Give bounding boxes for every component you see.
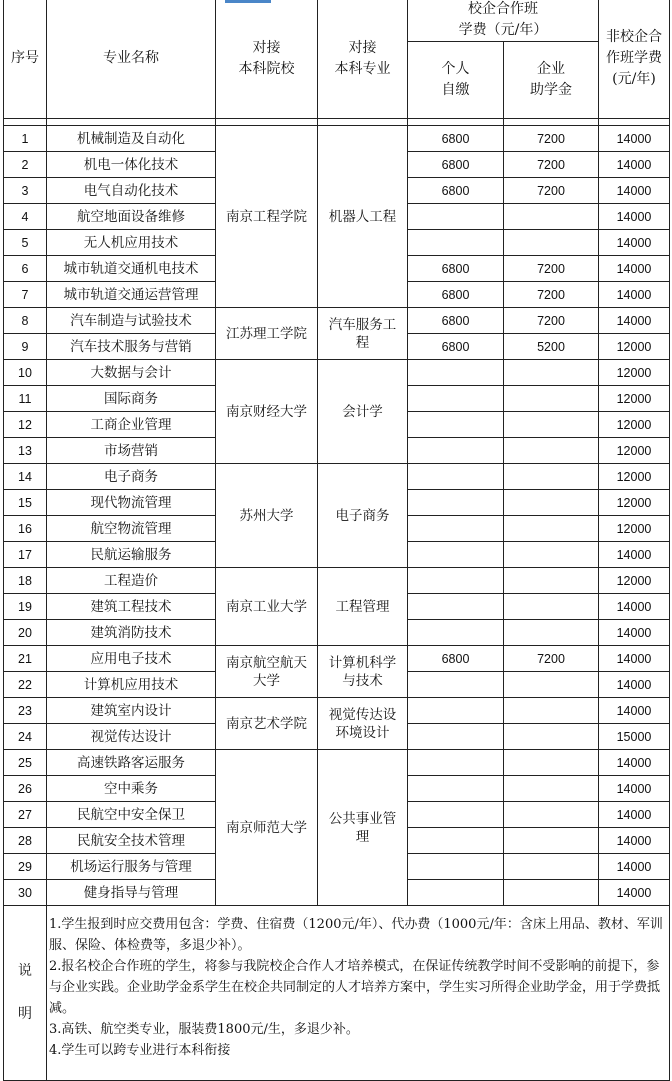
header-coop-fee-line: 校企合作班 (468, 1, 538, 17)
row-enterprise-grant (504, 802, 599, 828)
row-major: 建筑室内设计 (47, 698, 216, 724)
row-personal-fee (408, 750, 504, 776)
row-tuition-fee: 12000 (599, 334, 670, 360)
row-number: 16 (4, 516, 47, 542)
row-tuition-fee: 14000 (599, 854, 670, 880)
row-university (216, 360, 318, 464)
row-enterprise-grant (504, 516, 599, 542)
row-number: 21 (4, 646, 47, 672)
note-item: 1.学生报到时应交费用包含：学费、住宿费（1200元/年）、代办费（1000元/年：含床上用品、教材、军训服、保险、体检费等，多退少补）。 (49, 917, 663, 953)
row-major: 无人机应用技术 (47, 230, 216, 256)
row-tuition-fee: 14000 (599, 230, 670, 256)
row-personal-fee (408, 776, 504, 802)
row-personal-fee (408, 438, 504, 464)
row-number: 4 (4, 204, 47, 230)
table-row (4, 698, 670, 724)
table-row (4, 646, 670, 672)
bachelor-major-line: 计算机科学 (328, 654, 397, 671)
header-seq: 序号 (4, 0, 47, 119)
row-bachelor-major (318, 698, 408, 750)
row-enterprise-grant (504, 750, 599, 776)
row-personal-fee (408, 672, 504, 698)
row-number: 11 (4, 386, 47, 412)
header-non-coop-fee-line: (元/年) (612, 71, 656, 87)
row-number: 1 (4, 126, 47, 152)
row-major: 城市轨道交通机电技术 (47, 256, 216, 282)
row-number: 7 (4, 282, 47, 308)
row-major: 民航安全技术管理 (47, 828, 216, 854)
row-number: 5 (4, 230, 47, 256)
header-university (216, 0, 318, 119)
row-personal-fee (408, 516, 504, 542)
header-non-coop-fee-line: 作班学费 (606, 50, 662, 66)
bachelor-major-line: 汽车服务工 (328, 316, 397, 333)
row-university (216, 126, 318, 308)
header-coop-fee-line: 学费（元/年） (458, 22, 548, 38)
row-enterprise-grant: 7200 (504, 646, 599, 672)
row-bachelor-major (318, 464, 408, 568)
row-tuition-fee: 12000 (599, 438, 670, 464)
row-personal-fee (408, 412, 504, 438)
row-number: 27 (4, 802, 47, 828)
row-enterprise-grant (504, 828, 599, 854)
row-enterprise-grant: 7200 (504, 308, 599, 334)
row-enterprise-grant: 7200 (504, 126, 599, 152)
row-number: 8 (4, 308, 47, 334)
row-number: 20 (4, 620, 47, 646)
spacer-cell (599, 119, 670, 126)
row-bachelor-major (318, 360, 408, 464)
row-major: 汽车制造与试验技术 (47, 308, 216, 334)
row-tuition-fee: 14000 (599, 204, 670, 230)
row-number: 19 (4, 594, 47, 620)
row-university (216, 568, 318, 646)
notes-label-char: 说 (18, 963, 32, 979)
row-number: 23 (4, 698, 47, 724)
row-tuition-fee: 12000 (599, 490, 670, 516)
row-personal-fee: 6800 (408, 256, 504, 282)
row-tuition-fee: 14000 (599, 672, 670, 698)
row-enterprise-grant (504, 724, 599, 750)
row-enterprise-grant: 7200 (504, 178, 599, 204)
row-tuition-fee: 12000 (599, 386, 670, 412)
row-major: 工程造价 (47, 568, 216, 594)
table-row (4, 750, 670, 776)
row-tuition-fee: 14000 (599, 646, 670, 672)
row-major: 机场运行服务与管理 (47, 854, 216, 880)
row-personal-fee (408, 360, 504, 386)
row-number: 3 (4, 178, 47, 204)
row-personal-fee (408, 828, 504, 854)
row-enterprise-grant (504, 386, 599, 412)
row-personal-fee (408, 568, 504, 594)
header-coop-fee (408, 0, 599, 42)
table-body (4, 119, 670, 906)
row-tuition-fee: 12000 (599, 568, 670, 594)
header-university-line: 本科院校 (238, 60, 295, 77)
row-enterprise-grant (504, 204, 599, 230)
row-bachelor-major (318, 126, 408, 308)
university-line: 南京艺术学院 (226, 715, 307, 732)
row-enterprise-grant: 5200 (504, 334, 599, 360)
row-personal-fee: 6800 (408, 126, 504, 152)
header-non-coop-fee-line: 非校企合 (606, 29, 662, 45)
row-enterprise-grant (504, 412, 599, 438)
row-number: 15 (4, 490, 47, 516)
row-tuition-fee: 14000 (599, 308, 670, 334)
row-personal-fee (408, 594, 504, 620)
row-enterprise-grant (504, 880, 599, 906)
row-major: 健身指导与管理 (47, 880, 216, 906)
row-personal-fee (408, 386, 504, 412)
row-major: 民航运输服务 (47, 542, 216, 568)
row-tuition-fee: 14000 (599, 880, 670, 906)
row-number: 24 (4, 724, 47, 750)
row-tuition-fee: 14000 (599, 542, 670, 568)
row-personal-fee: 6800 (408, 152, 504, 178)
row-tuition-fee: 14000 (599, 126, 670, 152)
row-major: 建筑消防技术 (47, 620, 216, 646)
table-row (4, 308, 670, 334)
row-major: 大数据与会计 (47, 360, 216, 386)
row-number: 18 (4, 568, 47, 594)
header-personal (408, 42, 504, 119)
row-university (216, 308, 318, 360)
row-major: 建筑工程技术 (47, 594, 216, 620)
row-number: 12 (4, 412, 47, 438)
bachelor-major-line: 会计学 (342, 403, 383, 420)
university-line: 苏州大学 (239, 507, 294, 524)
row-enterprise-grant (504, 776, 599, 802)
row-tuition-fee: 14000 (599, 698, 670, 724)
header-personal-line: 自缴 (441, 82, 470, 98)
row-tuition-fee: 14000 (599, 152, 670, 178)
row-tuition-fee: 14000 (599, 776, 670, 802)
row-university (216, 464, 318, 568)
university-line: 南京工业大学 (226, 598, 307, 615)
spacer-cell (318, 119, 408, 126)
note-item: 2.报名校企合作班的学生，将参与我院校企合作人才培养模式，在保证传统教学时间不受影响的前提下，参与企业实践。企业助学金系学生在校企共同制定的人才培养方案中，学生实习所得企业助学金，用于学费抵减。 (49, 959, 661, 1016)
row-university (216, 750, 318, 906)
notes-content (47, 906, 670, 1081)
bachelor-major-line: 与技术 (342, 672, 383, 689)
row-enterprise-grant (504, 438, 599, 464)
row-number: 25 (4, 750, 47, 776)
row-major: 视觉传达设计 (47, 724, 216, 750)
bachelor-major-line: 工程管理 (335, 598, 390, 615)
row-enterprise-grant: 7200 (504, 256, 599, 282)
header-enterprise-line: 助学金 (530, 82, 572, 98)
notes-row (4, 906, 670, 1081)
row-major: 机械制造及自动化 (47, 126, 216, 152)
row-enterprise-grant (504, 230, 599, 256)
bachelor-major-line: 程 (355, 334, 370, 351)
row-enterprise-grant (504, 672, 599, 698)
row-personal-fee: 6800 (408, 282, 504, 308)
table-row (4, 126, 670, 152)
row-major: 计算机应用技术 (47, 672, 216, 698)
header-enterprise-line: 企业 (537, 61, 565, 77)
row-personal-fee (408, 490, 504, 516)
row-major: 电气自动化技术 (47, 178, 216, 204)
row-university (216, 698, 318, 750)
row-tuition-fee: 14000 (599, 750, 670, 776)
row-number: 26 (4, 776, 47, 802)
row-tuition-fee: 15000 (599, 724, 670, 750)
row-personal-fee (408, 724, 504, 750)
row-enterprise-grant (504, 854, 599, 880)
row-personal-fee (408, 464, 504, 490)
spacer-row (4, 119, 670, 126)
row-bachelor-major (318, 646, 408, 698)
row-tuition-fee: 12000 (599, 412, 670, 438)
row-tuition-fee: 14000 (599, 828, 670, 854)
spacer-cell (4, 119, 47, 126)
row-major: 现代物流管理 (47, 490, 216, 516)
row-tuition-fee: 12000 (599, 360, 670, 386)
row-major: 汽车技术服务与营销 (47, 334, 216, 360)
table-row (4, 360, 670, 386)
row-major: 应用电子技术 (47, 646, 216, 672)
row-number: 6 (4, 256, 47, 282)
row-personal-fee (408, 620, 504, 646)
row-tuition-fee: 14000 (599, 594, 670, 620)
row-tuition-fee: 14000 (599, 620, 670, 646)
row-personal-fee (408, 802, 504, 828)
row-personal-fee (408, 204, 504, 230)
row-personal-fee (408, 542, 504, 568)
row-enterprise-grant (504, 464, 599, 490)
row-major: 民航空中安全保卫 (47, 802, 216, 828)
row-enterprise-grant: 7200 (504, 282, 599, 308)
row-tuition-fee: 14000 (599, 256, 670, 282)
header-university-line: 对接 (252, 39, 281, 56)
row-personal-fee: 6800 (408, 646, 504, 672)
university-line: 南京航空航天 (226, 654, 307, 671)
header-non-coop-fee (599, 0, 670, 119)
table-row (4, 464, 670, 490)
row-major: 机电一体化技术 (47, 152, 216, 178)
header-enterprise (504, 42, 599, 119)
row-personal-fee (408, 698, 504, 724)
notes-label (4, 906, 47, 1081)
row-bachelor-major (318, 308, 408, 360)
row-enterprise-grant (504, 594, 599, 620)
row-major: 城市轨道交通运营管理 (47, 282, 216, 308)
row-number: 30 (4, 880, 47, 906)
bachelor-major-line: 理 (355, 828, 370, 845)
row-personal-fee (408, 880, 504, 906)
row-tuition-fee: 14000 (599, 178, 670, 204)
row-enterprise-grant (504, 542, 599, 568)
row-personal-fee (408, 854, 504, 880)
row-major: 航空物流管理 (47, 516, 216, 542)
tuition-table (3, 0, 670, 1081)
table-row (4, 568, 670, 594)
row-major: 高速铁路客运服务 (47, 750, 216, 776)
row-major: 国际商务 (47, 386, 216, 412)
row-major: 航空地面设备维修 (47, 204, 216, 230)
row-number: 13 (4, 438, 47, 464)
header-bachelor-major-line: 本科专业 (334, 60, 391, 77)
row-tuition-fee: 14000 (599, 282, 670, 308)
row-major: 市场营销 (47, 438, 216, 464)
notes-label-char: 明 (18, 1006, 32, 1022)
row-tuition-fee: 12000 (599, 516, 670, 542)
row-tuition-fee: 12000 (599, 464, 670, 490)
row-personal-fee (408, 230, 504, 256)
university-line: 南京师范大学 (226, 819, 307, 836)
row-number: 9 (4, 334, 47, 360)
row-number: 2 (4, 152, 47, 178)
header-bachelor-major-line: 对接 (348, 39, 377, 56)
header-row-1 (4, 0, 670, 42)
row-enterprise-grant (504, 698, 599, 724)
row-personal-fee: 6800 (408, 334, 504, 360)
spacer-cell (504, 119, 599, 126)
row-enterprise-grant (504, 620, 599, 646)
row-enterprise-grant: 7200 (504, 152, 599, 178)
bachelor-major-line: 电子商务 (335, 507, 390, 524)
bachelor-major-line: 环境设计 (335, 724, 390, 741)
row-major: 工商企业管理 (47, 412, 216, 438)
university-line: 大学 (253, 672, 280, 689)
row-university (216, 646, 318, 698)
row-number: 17 (4, 542, 47, 568)
university-line: 南京财经大学 (226, 403, 307, 420)
bachelor-major-line: 机器人工程 (328, 208, 397, 225)
note-item: 4.学生可以跨专业进行本科衔接 (49, 1043, 231, 1058)
note-item: 3.高铁、航空类专业，服装费1800元/生，多退少补。 (49, 1022, 359, 1037)
row-number: 22 (4, 672, 47, 698)
bachelor-major-line: 公共事业管 (328, 810, 397, 827)
row-number: 14 (4, 464, 47, 490)
spacer-cell (408, 119, 504, 126)
spacer-cell (47, 119, 216, 126)
row-enterprise-grant (504, 360, 599, 386)
bachelor-major-line: 视觉传达设 (328, 706, 397, 723)
row-bachelor-major (318, 568, 408, 646)
row-personal-fee: 6800 (408, 178, 504, 204)
notes-section (4, 906, 670, 1081)
header-personal-line: 个人 (441, 61, 470, 77)
row-major: 电子商务 (47, 464, 216, 490)
row-bachelor-major (318, 750, 408, 906)
header-major: 专业名称 (47, 0, 216, 119)
header-bachelor-major (318, 0, 408, 119)
row-major: 空中乘务 (47, 776, 216, 802)
row-enterprise-grant (504, 490, 599, 516)
spacer-cell (216, 119, 318, 126)
row-number: 28 (4, 828, 47, 854)
row-number: 10 (4, 360, 47, 386)
row-number: 29 (4, 854, 47, 880)
row-tuition-fee: 14000 (599, 802, 670, 828)
table-header (4, 0, 670, 119)
university-line: 江苏理工学院 (226, 325, 307, 342)
row-enterprise-grant (504, 568, 599, 594)
row-personal-fee: 6800 (408, 308, 504, 334)
university-line: 南京工程学院 (226, 208, 307, 225)
